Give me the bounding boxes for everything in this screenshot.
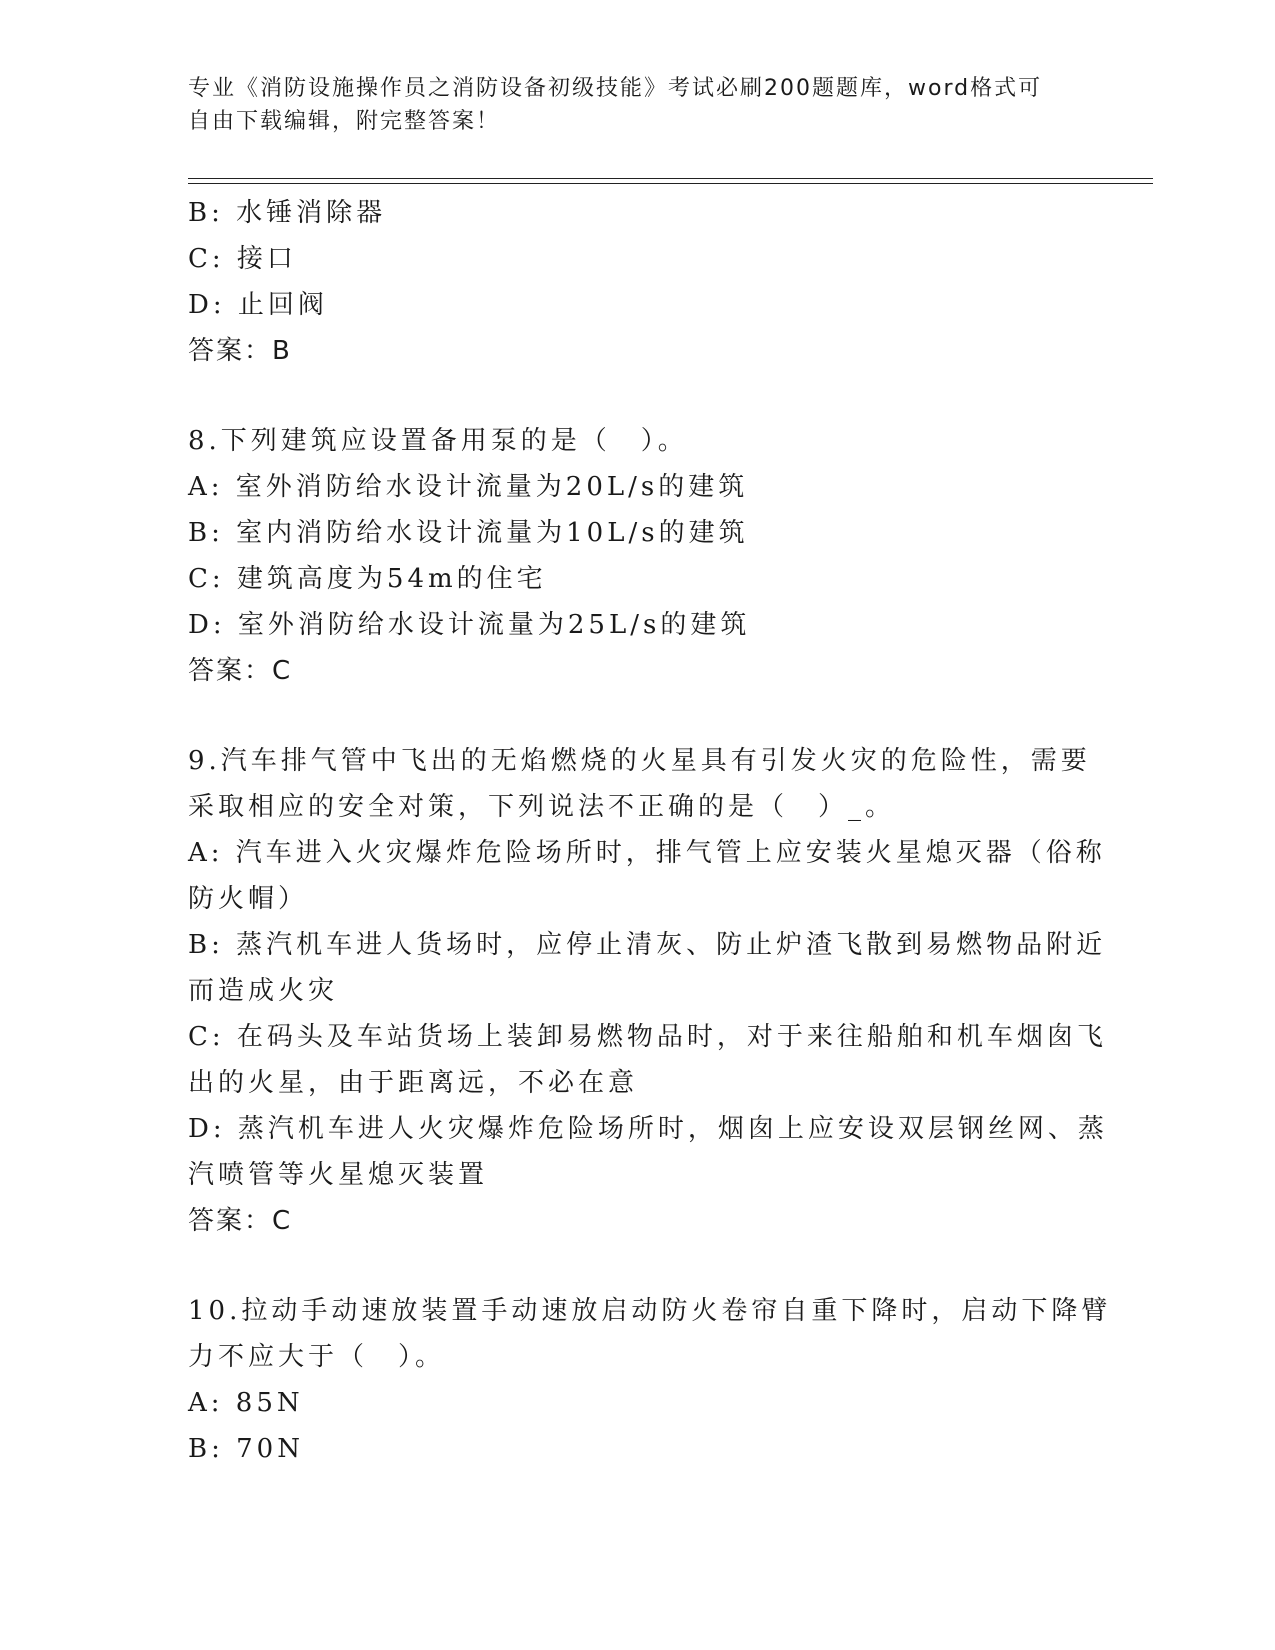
question-10 xyxy=(188,1288,1112,1472)
question-stem-line-2: 采取相应的安全对策，下列说法不正确的是（ ）_。 xyxy=(188,792,896,822)
question-stem-line-2: 力不应大于（ ）。 xyxy=(188,1342,446,1372)
header-rule-bottom xyxy=(188,183,1153,184)
option-a: A: 室外消防给水设计流量为20L/s的建筑 xyxy=(188,472,749,502)
option-d: D: 室外消防给水设计流量为25L/s的建筑 xyxy=(188,610,751,640)
option-c-line-2: 出的火星，由于距离远，不必在意 xyxy=(188,1068,639,1098)
answer: 答案：C xyxy=(188,656,293,686)
question-8 xyxy=(188,418,1088,694)
header-line-1: 专业《消防设施操作员之消防设备初级技能》考试必刷200题题库，word格式可 xyxy=(188,76,1043,101)
option-a: A: 85N xyxy=(188,1388,304,1418)
document-body xyxy=(188,190,1112,1472)
document-header xyxy=(188,72,1088,138)
answer: 答案：C xyxy=(188,1206,293,1236)
option-b-line-2: 而造成火灾 xyxy=(188,976,339,1006)
question-stem: 8.下列建筑应设置备用泵的是（ ）。 xyxy=(188,426,688,456)
question-stem-line-1: 9.汽车排气管中飞出的无焰燃烧的火星具有引发火灾的危险性，需要 xyxy=(188,746,1091,776)
option-b: B: 室内消防给水设计流量为10L/s的建筑 xyxy=(188,518,749,548)
option-d-line-1: D: 蒸汽机车进人火灾爆炸危险场所时，烟囱上应安设双层钢丝网、蒸 xyxy=(188,1114,1108,1144)
option-c: C: 接口 xyxy=(188,244,297,274)
option-a-line-2: 防火帽） xyxy=(188,884,309,914)
option-d: D: 止回阀 xyxy=(188,290,328,320)
question-9 xyxy=(188,738,1108,1244)
question-stem-line-1: 10.拉动手动速放装置手动速放启动防火卷帘自重下降时，启动下降臂 xyxy=(188,1296,1112,1326)
option-b: B: 70N xyxy=(188,1434,304,1464)
header-line-2: 自由下载编辑，附完整答案！ xyxy=(188,109,501,134)
option-a-line-1: A: 汽车进入火灾爆炸危险场所时，排气管上应安装火星熄灭器（俗称 xyxy=(188,838,1106,868)
header-rule-top xyxy=(188,178,1153,179)
question-7-continued xyxy=(188,190,1088,374)
option-b-line-1: B: 蒸汽机车进人货场时，应停止清灰、防止炉渣飞散到易燃物品附近 xyxy=(188,930,1107,960)
option-c: C: 建筑高度为54m的住宅 xyxy=(188,564,547,594)
option-c-line-1: C: 在码头及车站货场上装卸易燃物品时，对于来往船舶和机车烟囱飞 xyxy=(188,1022,1107,1052)
answer: 答案：B xyxy=(188,336,292,366)
option-b: B: 水锤消除器 xyxy=(188,198,387,228)
option-d-line-2: 汽喷管等火星熄灭装置 xyxy=(188,1160,489,1190)
